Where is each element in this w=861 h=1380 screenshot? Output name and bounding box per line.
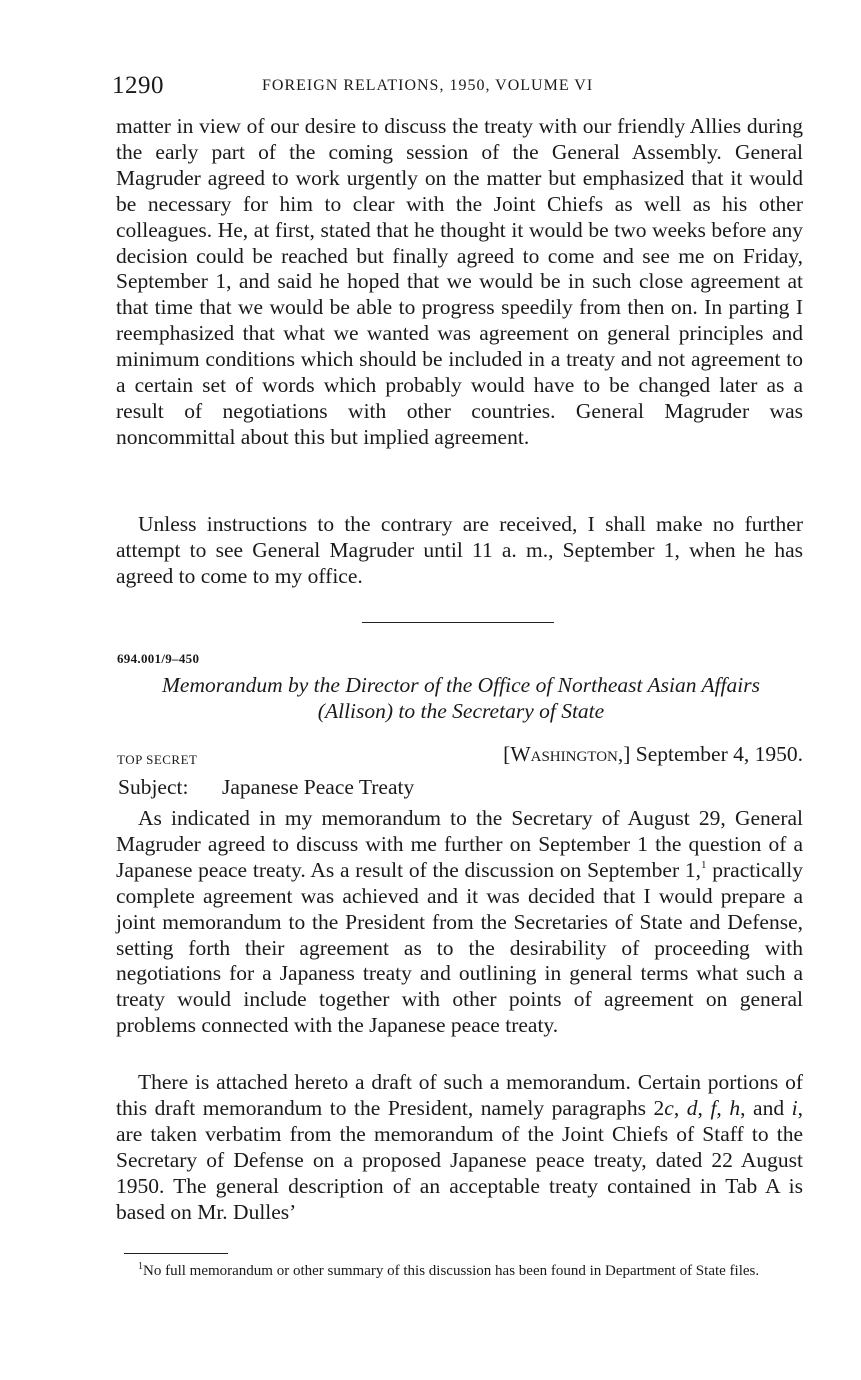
- page-header: [112, 72, 812, 102]
- footnote-text: No full memorandum or other summary of this discussion has been found in Department of State files.: [143, 1263, 760, 1279]
- file-number: 694.001/9–450: [117, 651, 200, 666]
- footnote-divider: [124, 1253, 228, 1254]
- memo-paragraph-1: [116, 806, 803, 1039]
- memo-paragraph-1-text-b: practically complete agreement was achieved and it was decided that I would prepare a joint memorandum to the President from the Secretaries of State and Defense, setting forth their agreement as to the desirability of proceeding with negotiations for a Japaness treaty and outlining in general terms what such a treaty would include together with other points of agreement on general problems connected with the Japanese peace treaty.: [116, 857, 803, 1038]
- document-title-line-2: (Allison) to the Secretary of State: [317, 699, 605, 723]
- paragraph-letter-f: f: [710, 1095, 717, 1120]
- memo-paragraph-1-text-a: As indicated in my memorandum to the Secretary of August 29, General Magruder agreed to discuss with me further on September 1 the question of a Japanese peace treaty. As a result of the discussion on September 1,: [116, 806, 803, 882]
- footnote-reference: 1: [701, 858, 707, 871]
- subject-label: Subject:: [118, 775, 189, 799]
- section-divider: [362, 622, 554, 623]
- subject-line: [118, 775, 414, 800]
- subject-value: Japanese Peace Treaty: [222, 775, 415, 799]
- document-title: [116, 672, 806, 724]
- dateline: [Washington,] September 4, 1950.: [503, 742, 803, 766]
- closing-paragraph: Unless instructions to the contrary are received, I shall make no further attempt to see General Magruder until 11 a. m., September 1, when he has agreed to come to my office.: [116, 512, 803, 588]
- footnote: [124, 1262, 808, 1281]
- memo-paragraph-2-text-b: , are taken verbatim from the memorandum of the Joint Chiefs of Staff to the Secretary of Defense on a proposed Japanese peace treaty, dated 22 August 1950. The general description of an acceptable treaty contained in Tab A is based on Mr. Dulles’: [116, 1095, 804, 1224]
- memo-paragraph-2-text-a: There is attached hereto a draft of such a memorandum. Certain portions of this draft memorandum to the President, namely paragraphs 2: [116, 1070, 803, 1120]
- paragraph-letter-h: h: [729, 1095, 741, 1120]
- paragraph-letter-i: i: [791, 1095, 798, 1120]
- memo-paragraph-2: There is attached hereto a draft of such a memorandum. Certain portions of this draft memorandum to the President, namely paragraphs 2c, d, f, h, and i, are taken verbatim from the memorandum of the Joint Chiefs of Staff to the Secretary of Defense on a proposed Japanese peace treaty, dated 22 August 1950. The general description of an acceptable treaty contained in Tab A is based on Mr. Dulles’: [116, 1070, 804, 1224]
- document-title-line-1: Memorandum by the Director of the Office of Northeast Asian Affairs: [162, 673, 760, 697]
- footnote-marker: 1: [138, 1261, 143, 1272]
- page-number: 1290: [112, 72, 164, 99]
- dateline-place: Washington: [510, 742, 618, 766]
- paragraph-letter-d: d: [686, 1095, 698, 1120]
- running-head: FOREIGN RELATIONS, 1950, VOLUME VI: [262, 77, 594, 94]
- classification-label: TOP SECRET: [117, 752, 198, 767]
- dateline-date: September 4, 1950.: [635, 742, 803, 766]
- paragraph-letter-c: c: [664, 1095, 674, 1120]
- continuation-paragraph: matter in view of our desire to discuss the treaty with our friendly Allies during the early part of the coming session of the General Assembly. General Magruder agreed to work urgently on the matter but emphasized that it would be necessary for him to clear with the Joint Chiefs as well as his other colleagues. He, at first, stated that he thought it would be two weeks before any decision could be reached but finally agreed to come and see me on Friday, September 1, and said he hoped that we would be in such close agreement at that time that we would be able to progress speedily from then on. In parting I reemphasized that what we wanted was agreement on general principles and minimum conditions which should be included in a treaty and not agreement to a certain set of words which probably would have to be changed later as a result of negotiations with other countries. General Magruder was noncommittal about this but implied agreement.: [116, 114, 803, 449]
